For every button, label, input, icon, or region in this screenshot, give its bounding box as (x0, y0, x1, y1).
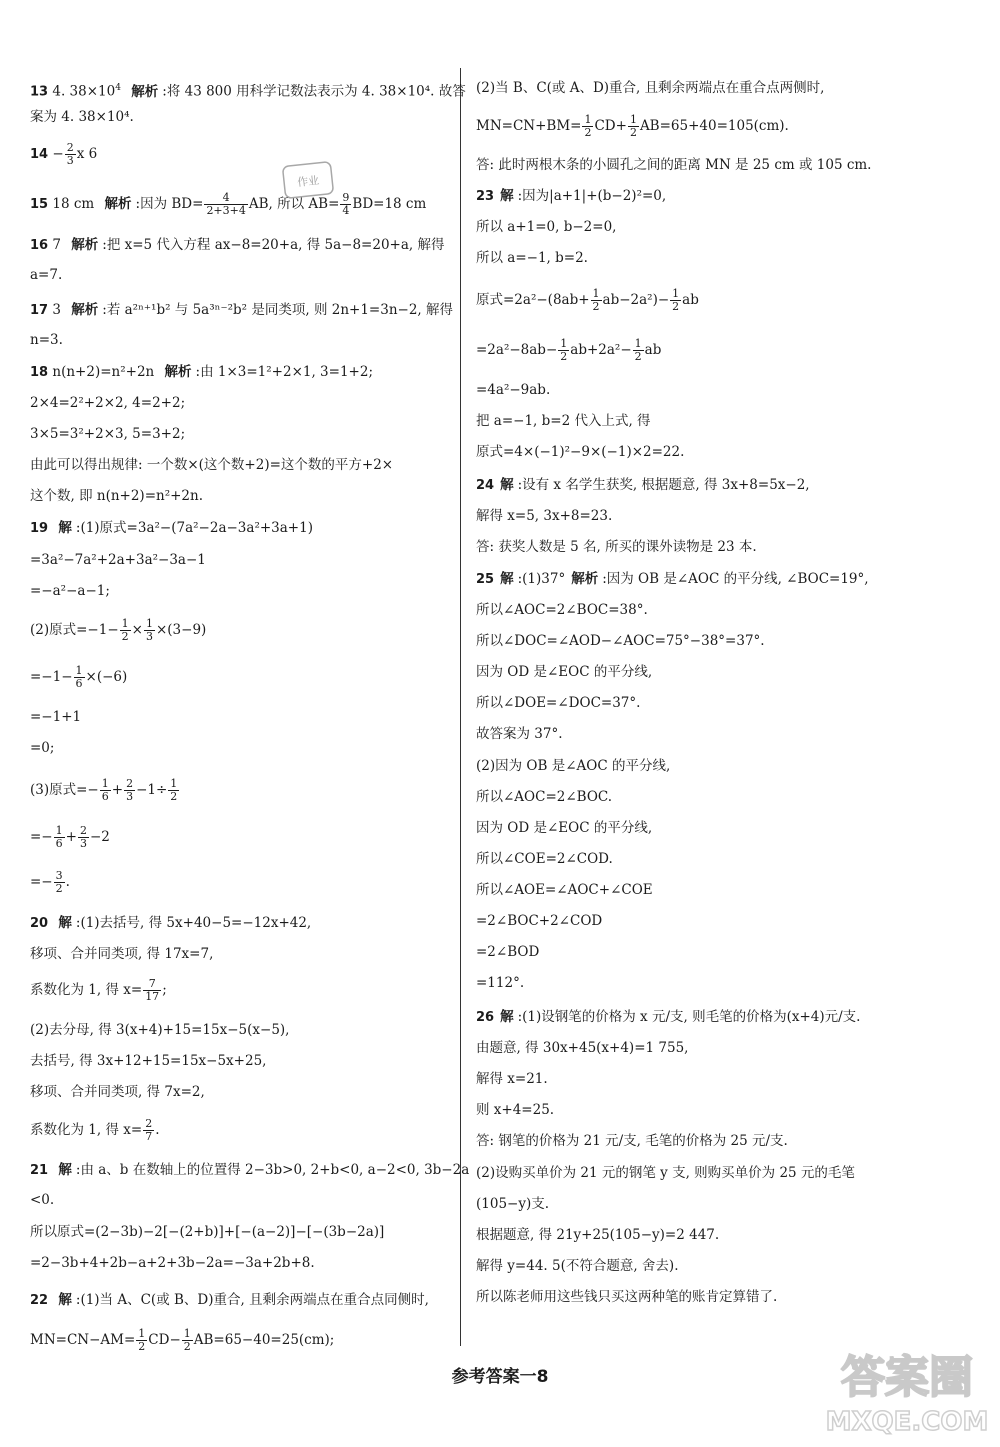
fraction: $\frac{2}{3}$ (66, 141, 74, 167)
text-line: =2a²−8ab− $\frac{1}{2}$ ab+2a²− $\frac{1}{2}$ ab (476, 337, 662, 363)
text-line: 答: 此时两根木条的小圆孔之间的距离 MN 是 25 cm 或 105 cm. (476, 157, 872, 173)
question-16-cont: a=7. (30, 267, 63, 283)
question-18: 18 n(n+2)=n²+2n 解析 :由 1×3=1²+2×1, 3=1+2; (30, 364, 373, 380)
text-line: (105−y)支. (476, 1196, 550, 1212)
text-line: 所以∠AOE=∠AOC+∠COE (476, 882, 653, 898)
text-line: 所以∠DOE=∠DOC=37°. (476, 695, 641, 711)
text-line: 解得 x=5, 3x+8=23. (476, 508, 613, 524)
text-line: =4a²−9ab. (476, 382, 551, 398)
text-line: 移项、合并同类项, 得 7x=2, (30, 1084, 205, 1100)
text-line: 原式=2a²−(8ab+ $\frac{1}{2}$ ab−2a²)− $\frac{1}{2}$ ab (476, 287, 699, 313)
text-line: 所以∠AOC=2∠BOC=38°. (476, 602, 648, 618)
question-26: 26 解 :(1)设钢笔的价格为 x 元/支, 则毛笔的价格为(x+4)元/支. (476, 1009, 861, 1025)
text-line: =− $\frac{3}{2}$ . (30, 869, 70, 895)
question-25: 25 解 :(1)37° 解析 :因为 OB 是∠AOC 的平分线, ∠BOC=19°, (476, 571, 869, 587)
text-line: 因为 OD 是∠EOC 的平分线, (476, 820, 653, 836)
question-21: 21 解 :由 a、b 在数轴上的位置得 2−3b>0, 2+b<0, a−2<0, 3b−2a (30, 1162, 470, 1178)
text-line: =0; (30, 740, 55, 756)
text-line: 所以∠AOC=2∠BOC. (476, 789, 613, 805)
text-line: =−1+1 (30, 709, 82, 725)
question-22: 22 解 :(1)当 A、C(或 B、D)重合, 且剩余两端点在重合点同侧时, (30, 1292, 429, 1308)
text-line: =− $\frac{1}{6}$ + $\frac{2}{3}$ −2 (30, 824, 110, 850)
text-line: 答: 获奖人数是 5 名, 所买的课外读物是 23 本. (476, 539, 757, 555)
watermark-logo (822, 1340, 992, 1440)
text-line: 系数化为 1, 得 x= $\frac{2}{7}$ . (30, 1117, 160, 1143)
text-line: 所以∠DOC=∠AOD−∠AOC=75°−38°=37°. (476, 633, 765, 649)
stamp-text: 作业 (296, 173, 320, 190)
text-line: 2×4=2²+2×2, 4=2+2; (30, 395, 186, 411)
text-line: =3a²−7a²+2a+3a²−3a−1 (30, 552, 206, 568)
question-20: 20 解 :(1)去括号, 得 5x+40−5=−12x+42, (30, 915, 312, 931)
text-line: =−1− $\frac{1}{6}$ ×(−6) (30, 664, 128, 690)
text-line: (2)去分母, 得 3(x+4)+15=15x−5(x−5), (30, 1022, 290, 1038)
text-line: 3×5=3²+2×3, 5=3+2; (30, 426, 186, 442)
text-line: 这个数, 即 n(n+2)=n²+2n. (30, 488, 204, 504)
question-24: 24 解 :设有 x 名学生获奖, 根据题意, 得 3x+8=5x−2, (476, 477, 810, 493)
text-line: (2)设购买单价为 21 元的钢笔 y 支, 则购买单价为 25 元的毛笔 (476, 1165, 855, 1181)
text-line: =112°. (476, 975, 525, 991)
question-13: 13 4. $38\times 10^4$ 解析 :将 43 800 用科学记数法表示为 4. 38×10⁴. 故答 (30, 83, 466, 100)
column-divider (460, 68, 461, 1346)
text-line: =2∠BOC+2∠COD (476, 913, 603, 929)
text-line: 所以 a+1=0, b−2=0, (476, 219, 617, 235)
question-17: 17 3 解析 :若 a²ⁿ⁺¹b² 与 5a³ⁿ⁻²b² 是同类项, 则 2n+1=3n−2, 解得 (30, 302, 454, 318)
watermark-url: MXQE.COM (825, 1407, 989, 1437)
question-16: 16 7 解析 :把 x=5 代入方程 ax−8=20+a, 得 5a−8=20+a, 解得 (30, 237, 445, 253)
text-line: =2∠BOD (476, 944, 540, 960)
page-footer: 参考答案一8 (451, 1367, 549, 1387)
stamp-image (280, 160, 336, 200)
watermark-text: 答案圈 (841, 1352, 973, 1403)
question-17-cont: n=3. (30, 332, 63, 348)
text-line: 把 a=−1, b=2 代入上式, 得 (476, 413, 651, 429)
text-line: 所以 a=−1, b=2. (476, 250, 588, 266)
question-13-cont: 案为 4. 38×10⁴. (30, 109, 134, 125)
text-line: 由此可以得出规律: 一个数×(这个数+2)=这个数的平方+2× (30, 457, 394, 473)
question-19: 19 解 :(1)原式=3a²−(7a²−2a−3a²+3a+1) (30, 520, 313, 536)
text-line: 所以原式=(2−3b)−2[−(2+b)]+[−(a−2)]−[−(3b−2a)] (30, 1224, 385, 1240)
text-line: 移项、合并同类项, 得 17x=7, (30, 946, 214, 962)
text-line: (3)原式=− $\frac{1}{6}$ + $\frac{2}{3}$ −1÷ $\frac{1}{2}$ (30, 777, 178, 803)
question-15: 15 18 cm 解析 :因为 BD= $\frac{4}{2+3+4}$ AB, 所以 AB= $\frac{9}{4}$ BD=18 cm (30, 191, 427, 217)
fraction: $\frac{4}{2+3+4}$ (206, 191, 246, 217)
text-line: 答: 钢笔的价格为 21 元/支, 毛笔的价格为 25 元/支. (476, 1133, 788, 1149)
text-line: =2−3b+4+2b−a+2+3b−2a=−3a+2b+8. (30, 1255, 315, 1271)
text-line: 则 x+4=25. (476, 1102, 555, 1118)
text-line: =−a²−a−1; (30, 583, 110, 599)
fraction: $\frac{9}{4}$ (342, 191, 350, 217)
text-line: 系数化为 1, 得 x= $\frac{7}{17}$ ; (30, 977, 167, 1003)
text-line: (2)因为 OB 是∠AOC 的平分线, (476, 758, 671, 774)
text-line: 故答案为 37°. (476, 726, 563, 742)
text-line: 解得 y=44. 5(不符合题意, 舍去). (476, 1258, 679, 1274)
text-line: 所以陈老师用这些钱只买这两种笔的账肯定算错了. (476, 1289, 778, 1305)
question-14: 14 − $\frac{2}{3}$ x 6 (30, 141, 98, 167)
text-line: 由题意, 得 30x+45(x+4)=1 755, (476, 1040, 689, 1056)
text-line: (2)原式=−1− $\frac{1}{2}$ × $\frac{1}{3}$ ×(3−9) (30, 617, 207, 643)
text-line: 解得 x=21. (476, 1071, 548, 1087)
text-line: MN=CN−AM= $\frac{1}{2}$ CD− $\frac{1}{2}$ AB=65−40=25(cm); (30, 1327, 335, 1353)
text-line: MN=CN+BM= $\frac{1}{2}$ CD+ $\frac{1}{2}$ AB=65+40=105(cm). (476, 113, 789, 139)
text-line: 因为 OD 是∠EOC 的平分线, (476, 664, 653, 680)
text-line: 原式=4×(−1)²−9×(−1)×2=22. (476, 444, 685, 460)
question-23: 23 解 :因为|a+1|+(b−2)²=0, (476, 188, 667, 204)
text-line: <0. (30, 1192, 55, 1208)
text-line: 所以∠COE=2∠COD. (476, 851, 613, 867)
text-line: 去括号, 得 3x+12+15=15x−5x+25, (30, 1053, 267, 1069)
text-line: 根据题意, 得 21y+25(105−y)=2 447. (476, 1227, 720, 1243)
text-line: (2)当 B、C(或 A、D)重合, 且剩余两端点在重合点两侧时, (476, 80, 825, 96)
